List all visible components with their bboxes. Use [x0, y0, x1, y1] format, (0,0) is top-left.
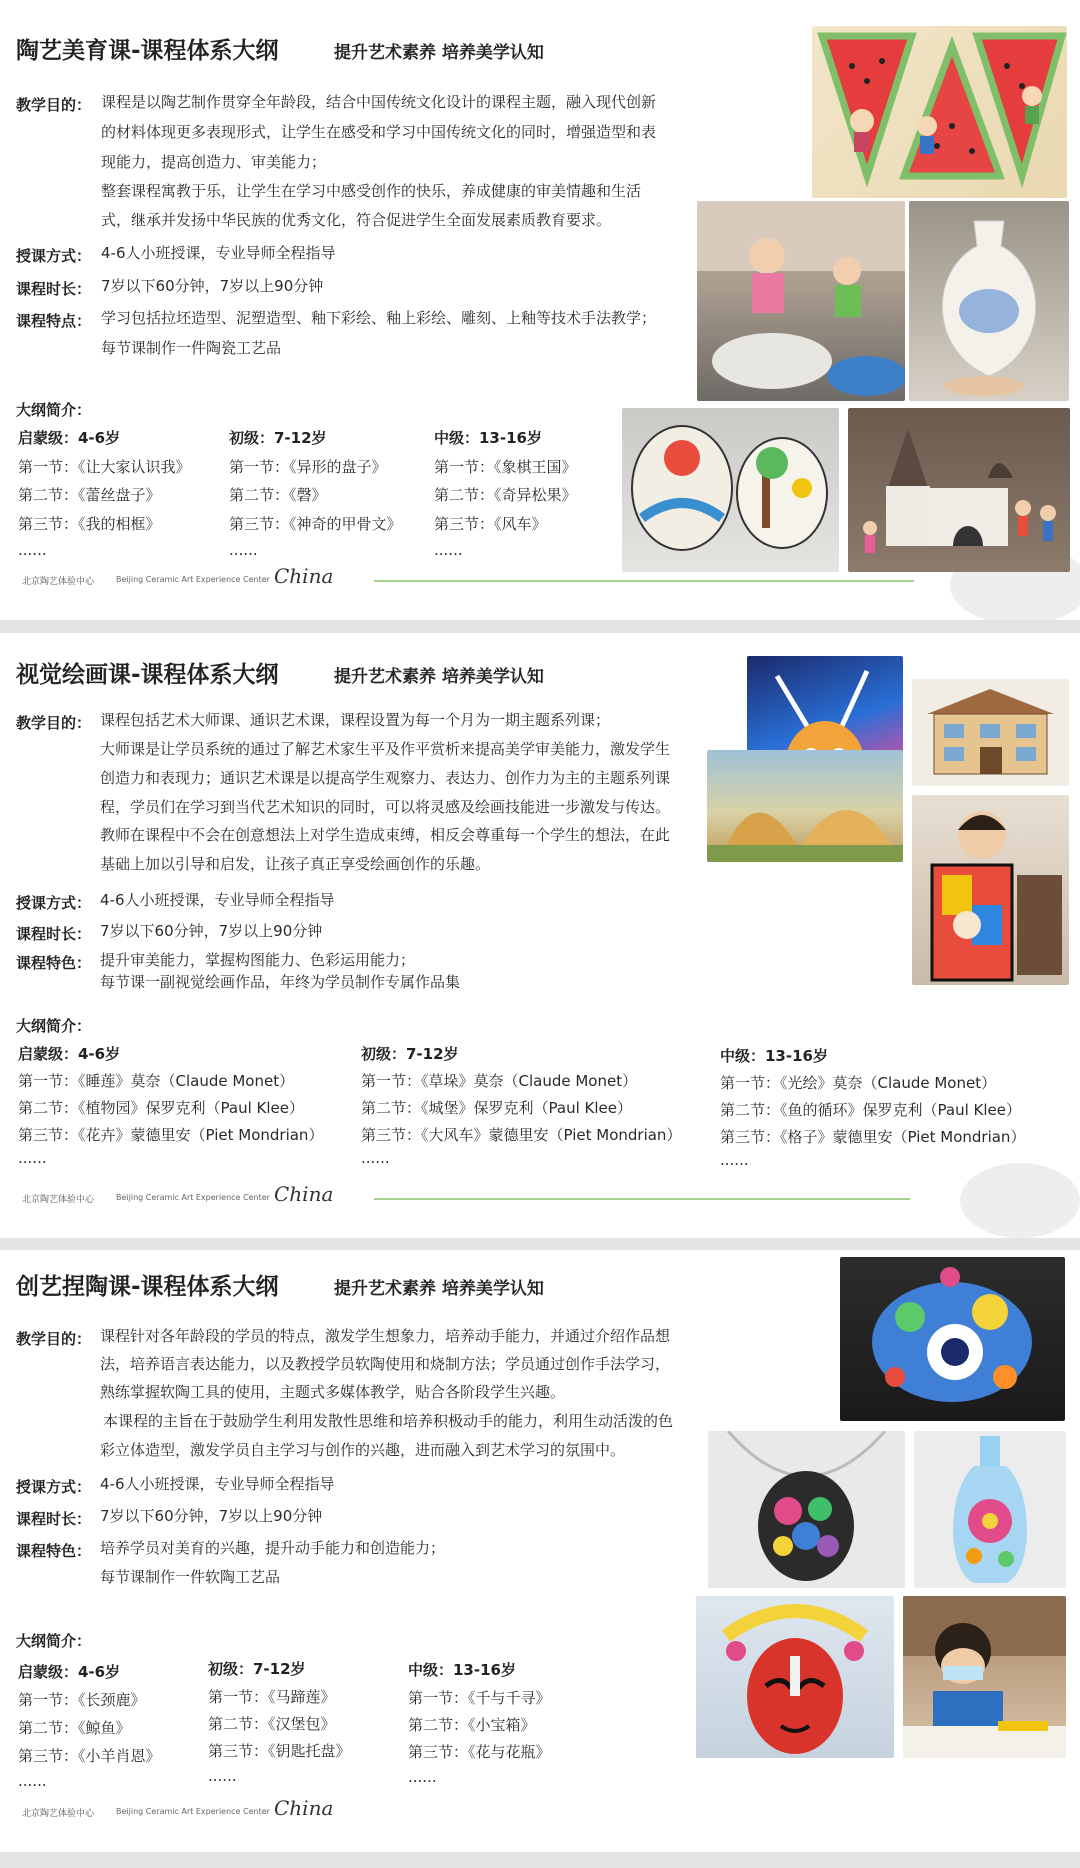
purpose-line: 本课程的主旨在于鼓励学生利用发散性思维和培养积极动手的能力，利用生动活泼的色 — [103, 1412, 674, 1430]
level-title: 初级：7-12岁 — [229, 429, 327, 447]
lesson-item: 第一节：《马蹄莲》 — [208, 1688, 336, 1706]
painted-vase-photo — [909, 201, 1069, 401]
lesson-item: 第二节：《磬》 — [229, 486, 327, 504]
lesson-item: ...... — [361, 1149, 390, 1167]
feature-line: 学习包括拉坯造型、泥塑造型、釉下彩绘、釉上彩绘、雕刻、上釉等技术手法教学； — [101, 309, 657, 327]
lesson-item: ...... — [208, 1767, 237, 1785]
purpose-line: 基础上加以引导和启发，让孩子真正享受绘画创作的乐趣。 — [100, 855, 491, 873]
purpose-line: 创造力和表现力；通识艺术课是以提高学生观察力、表达力、创作力为主的主题系列课 — [100, 769, 671, 787]
kids-pottery-class-photo — [697, 201, 905, 401]
purpose-line: 课程针对各年龄段的学员的特点，激发学生想象力，培养动手能力，并通过介绍作品想 — [100, 1327, 671, 1345]
footer-org-cn: 北京陶艺体验中心 — [22, 577, 95, 587]
section-title: 创艺捏陶课-课程体系大纲 — [16, 1274, 279, 1300]
level-title: 中级：13-16岁 — [720, 1047, 828, 1065]
lesson-item: 第三节：《我的相框》 — [18, 515, 161, 533]
feature-label: 课程特色： — [16, 954, 92, 972]
feature-line: 每节课制作一件陶瓷工艺品 — [101, 339, 282, 357]
feature-line: 每节课制作一件软陶工艺品 — [100, 1568, 281, 1586]
lesson-item: ...... — [229, 541, 258, 559]
purpose-line: 彩立体造型，激发学员自主学习与创作的兴趣，进而融入到艺术学习的氛围中。 — [100, 1441, 626, 1459]
level-title: 启蒙级：4-6岁 — [18, 1045, 121, 1063]
lesson-item: 第三节：《格子》蒙德里安（Piet Mondrian） — [720, 1128, 1026, 1146]
clay-fish-photo — [840, 1257, 1065, 1421]
purpose-label: 教学目的： — [16, 96, 92, 114]
course-panel-painting — [0, 633, 1080, 1238]
section-subtitle: 提升艺术素养 培养美学认知 — [334, 1279, 544, 1299]
duration-value: 7岁以下60分钟，7岁以上90分钟 — [100, 1507, 323, 1525]
section-subtitle: 提升艺术素养 培养美学认知 — [334, 667, 544, 687]
lesson-item: 第一节：《光绘》莫奈（Claude Monet） — [720, 1074, 997, 1092]
footer-org-en: Beijing Ceramic Art Experience Center — [116, 1193, 270, 1202]
purpose-line: 的材料体现更多表现形式，让学生在感受和学习中国传统文化的同时，增强造型和表 — [101, 123, 657, 141]
purpose-line: 现能力，提高创造力、审美能力； — [101, 153, 327, 171]
divider — [374, 580, 914, 582]
lesson-item: 第三节：《大风车》蒙德里安（Piet Mondrian） — [361, 1126, 682, 1144]
lesson-item: ...... — [18, 1149, 47, 1167]
purpose-line: 程，学员们在学习到当代艺术知识的同时，可以将灵感及绘画技能进一步激发与传达。 — [100, 798, 671, 816]
duration-label: 课程时长： — [16, 1510, 92, 1528]
purpose-label: 教学目的： — [16, 1330, 92, 1348]
mode-value: 4-6人小班授课，专业导师全程指导 — [100, 1475, 335, 1493]
lesson-item: 第二节：《植物园》保罗克利（Paul Klee） — [18, 1099, 304, 1117]
duration-label: 课程时长： — [16, 280, 92, 298]
purpose-line: 熟练掌握软陶工具的使用，主题式多媒体教学，贴合各阶段学生兴趣。 — [100, 1383, 566, 1401]
lesson-item: 第三节：《风车》 — [434, 515, 547, 533]
lesson-item: ...... — [720, 1151, 749, 1169]
lesson-item: 第三节：《花卉》蒙德里安（Piet Mondrian） — [18, 1126, 324, 1144]
mode-label: 授课方式： — [16, 247, 92, 265]
lesson-item: 第二节：《汉堡包》 — [208, 1715, 336, 1733]
lesson-item: 第一节：《长颈鹿》 — [18, 1691, 146, 1709]
purpose-line: 大师课是让学员系统的通过了解艺术家生平及作平赏析来提高美学审美能力，激发学生 — [100, 740, 671, 758]
course-panel-ceramics — [0, 0, 1080, 620]
purpose-label: 教学目的： — [16, 714, 92, 732]
mode-value: 4-6人小班授课，专业导师全程指导 — [101, 244, 336, 262]
watermelon-plates-photo — [812, 26, 1067, 198]
china-logo: China — [274, 564, 334, 588]
clay-bottle-photo — [914, 1431, 1066, 1588]
lesson-item: 第二节：《城堡》保罗克利（Paul Klee） — [361, 1099, 632, 1117]
haystack-painting-photo — [707, 750, 903, 862]
lesson-item: 第一节：《千与千寻》 — [408, 1689, 551, 1707]
lesson-item: ...... — [18, 1772, 47, 1790]
lesson-item: 第二节：《奇异松果》 — [434, 486, 577, 504]
section-title: 陶艺美育课-课程体系大纲 — [16, 38, 279, 64]
lesson-item: 第二节：《蕾丝盘子》 — [18, 486, 161, 504]
lesson-item: ...... — [408, 1768, 437, 1786]
feature-line: 培养学员对美育的兴趣，提升动手能力和创造能力； — [100, 1539, 446, 1557]
lesson-item: 第三节：《钥匙托盘》 — [208, 1742, 351, 1760]
lesson-item: 第一节：《睡莲》莫奈（Claude Monet） — [18, 1072, 295, 1090]
house-drawing-photo — [912, 679, 1069, 786]
lesson-item: 第三节：《神奇的甲骨文》 — [229, 515, 402, 533]
lesson-item: 第二节：《小宝箱》 — [408, 1716, 536, 1734]
lesson-item: 第三节：《花与花瓶》 — [408, 1743, 551, 1761]
lesson-item: 第一节：《象棋王国》 — [434, 458, 577, 476]
feature-line: 每节课一副视觉绘画作品，年终为学员制作专属作品集 — [100, 973, 461, 991]
level-title: 中级：13-16岁 — [434, 429, 542, 447]
divider — [374, 1198, 910, 1200]
purpose-line: 课程包括艺术大师课、通识艺术课，课程设置为每一个月为一期主题系列课； — [100, 711, 611, 729]
footer-org-en: Beijing Ceramic Art Experience Center — [116, 575, 270, 584]
footer-org-en: Beijing Ceramic Art Experience Center — [116, 1807, 270, 1816]
china-logo: China — [274, 1796, 334, 1820]
purpose-line: 法，培养语言表达能力，以及教授学员软陶使用和烧制方法；学员通过创作手法学习， — [100, 1355, 671, 1373]
feature-label: 课程特色： — [16, 1542, 92, 1560]
section-subtitle: 提升艺术素养 培养美学认知 — [334, 43, 544, 63]
clay-castle-photo — [848, 408, 1070, 572]
lesson-item: 第一节：《异形的盘子》 — [229, 458, 387, 476]
purpose-line: 整套课程寓教于乐，让学生在学习中感受创作的快乐，养成健康的审美情趣和生活 — [101, 182, 642, 200]
purpose-line: 教师在课程中不会在创意想法上对学生造成束缚，相反会尊重每一个学生的想法，在此 — [100, 826, 671, 844]
opera-mask-photo — [696, 1596, 894, 1758]
child-making-clay-photo — [903, 1596, 1066, 1758]
child-with-painting-photo — [912, 795, 1069, 985]
outline-label: 大纲简介： — [16, 1632, 92, 1650]
level-title: 启蒙级：4-6岁 — [18, 429, 121, 447]
level-title: 中级：13-16岁 — [408, 1661, 516, 1679]
lesson-item: 第一节：《让大家认识我》 — [18, 458, 191, 476]
lesson-item: 第二节：《鲸鱼》 — [18, 1719, 131, 1737]
purpose-line: 式，继承并发扬中华民族的优秀文化，符合促进学生全面发展素质教育要求。 — [101, 211, 612, 229]
outline-label: 大纲简介： — [16, 401, 92, 419]
duration-value: 7岁以下60分钟，7岁以上90分钟 — [101, 277, 324, 295]
clay-plaques-photo — [622, 408, 839, 572]
lesson-item: 第三节：《小羊肖恩》 — [18, 1747, 161, 1765]
mode-value: 4-6人小班授课，专业导师全程指导 — [100, 891, 335, 909]
lesson-item: 第二节：《鱼的循环》保罗克利（Paul Klee） — [720, 1101, 1021, 1119]
duration-value: 7岁以下60分钟，7岁以上90分钟 — [100, 922, 323, 940]
level-title: 初级：7-12岁 — [208, 1660, 306, 1678]
duration-label: 课程时长： — [16, 925, 92, 943]
lesson-item: ...... — [18, 541, 47, 559]
china-logo: China — [274, 1182, 334, 1206]
course-panel-clay — [0, 1250, 1080, 1852]
footer-org-cn: 北京陶艺体验中心 — [22, 1195, 95, 1205]
feature-line: 提升审美能力，掌握构图能力、色彩运用能力； — [100, 951, 416, 969]
decor-blob — [960, 1163, 1080, 1238]
purpose-line: 课程是以陶艺制作贯穿全年龄段，结合中国传统文化设计的课程主题，融入现代创新 — [101, 93, 657, 111]
level-title: 初级：7-12岁 — [361, 1045, 459, 1063]
lesson-item: 第一节：《草垛》莫奈（Claude Monet） — [361, 1072, 638, 1090]
clay-necklace-photo — [708, 1431, 905, 1588]
mode-label: 授课方式： — [16, 1478, 92, 1496]
footer-org-cn: 北京陶艺体验中心 — [22, 1809, 95, 1819]
feature-label: 课程特点： — [16, 312, 92, 330]
mode-label: 授课方式： — [16, 894, 92, 912]
level-title: 启蒙级：4-6岁 — [18, 1663, 121, 1681]
outline-label: 大纲简介： — [16, 1017, 92, 1035]
lesson-item: ...... — [434, 541, 463, 559]
section-title: 视觉绘画课-课程体系大纲 — [16, 662, 279, 688]
